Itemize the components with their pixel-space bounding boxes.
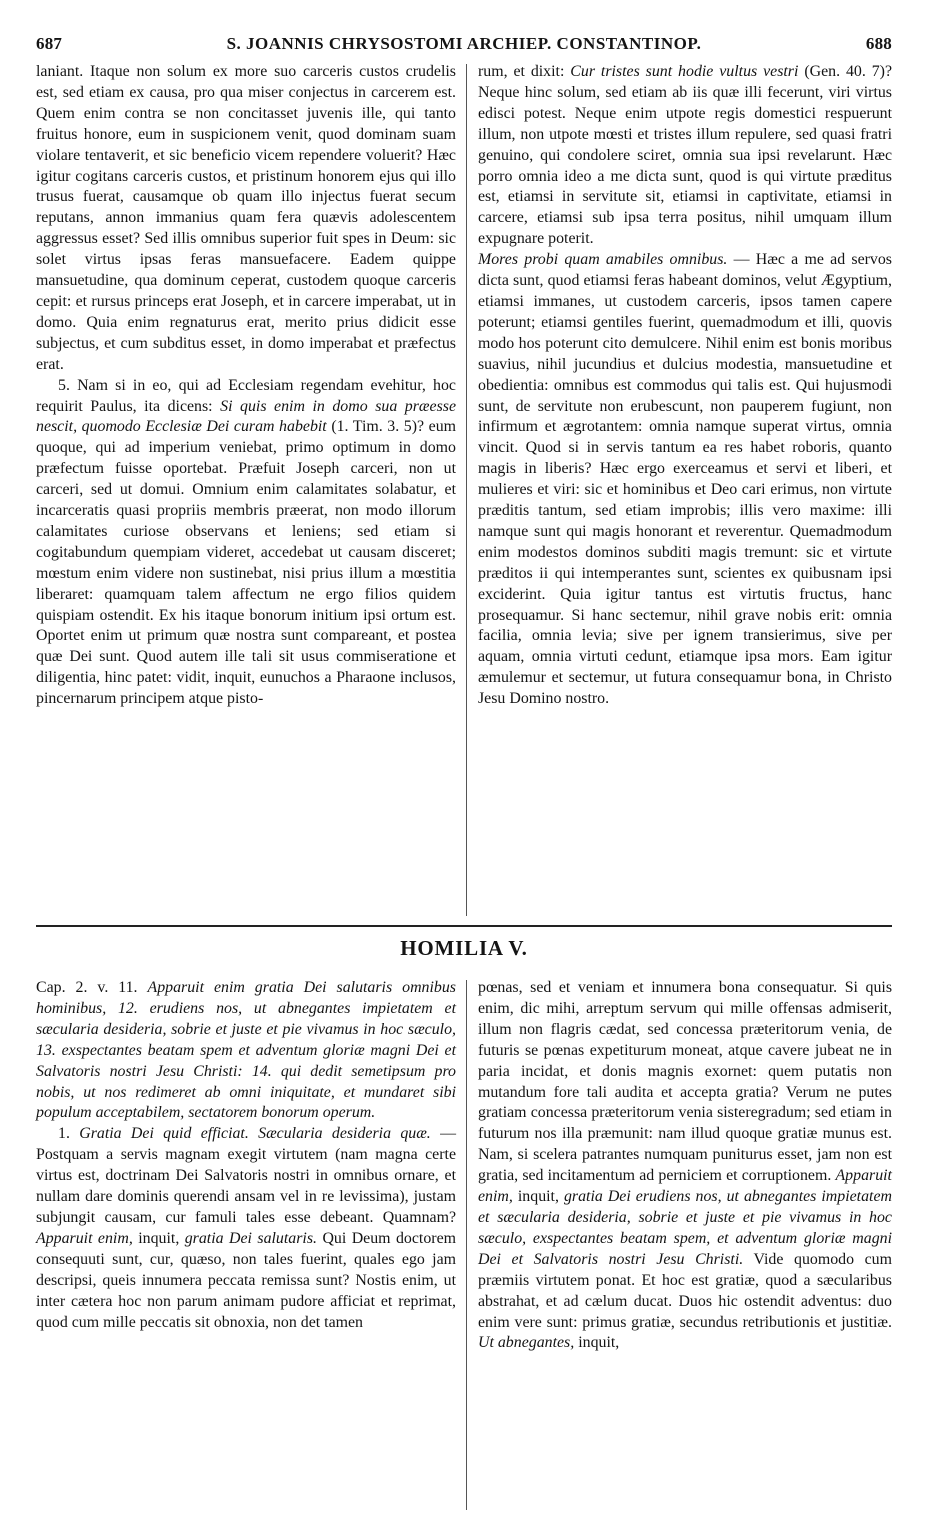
paragraph-text: laniant. Itaque non solum ex more suo carceris custos crudelis est, sed etiam ex causa, pro qua miser conjectus in carcerem est. Quem enim contra se non concitasset juvenis ille, qui tanto fruitus honore, eum in suspicionem venit, quod dominam suam violare tentaverit, et sic beneficio vicem rependere voluerit? Hæc igitur cogitans carceris custos, et pristinum honorem ejus qui illo trusus fuerat, causamque ob quam illo injectus fuerat secum reputans, annon immanius quam fera quævis adolescentem aggressus esset? Sed illis omnibus superior fuit spes in Deum: sic solet virtus ipsas feras mansuefacere. Eadem quippe mansuetudine, qua dominum ceperat, custodem quoque carceris cepit: et rursus princeps erat Joseph, et in carcere imperabat, ut in domo. Quia enim regnaturus erat, merito prius didicit esse subjectus, et cum subditus esset, in domo imperabat et præfectus erat. bbox=[36, 63, 456, 373]
paragraph-text: — Postquam a servis magnam exegit virtutem (nam magna certe virtus est, doctrinam Dei Salvatoris nostri in omnibus ornare, et nullam dare dominis querendi ansam vel in re levissima), justam subjungit causam, cur famuli tales esse debeant. Quamnam? bbox=[36, 1125, 456, 1226]
column-left-top bbox=[36, 62, 456, 710]
scripture-quote: gratia Dei salutaris. bbox=[184, 1229, 317, 1247]
paragraph bbox=[36, 62, 456, 376]
section-number: 1. bbox=[58, 1125, 70, 1143]
scripture-reference: (Gen. 40. 7)? bbox=[804, 63, 892, 80]
scripture-quote: Apparuit enim, bbox=[478, 1167, 892, 1206]
column-divider-bottom bbox=[466, 980, 467, 1510]
running-header bbox=[36, 34, 892, 56]
paragraph bbox=[36, 1124, 456, 1333]
paragraph bbox=[36, 376, 456, 711]
paragraph-text: inquit, bbox=[138, 1229, 180, 1247]
paragraph-text: pœnas, sed et veniam et innumera bona consequatur. Si quis enim, dic mihi, arreptum servum qui mille offensas admiserit, illum non flagris cædat, sed concessa præteritorum venia, de futuris se pœnas expetiturum moneat, atque cavere jubeat ne in paria incidat, et donis magnis exornet: quem putatis non mutandum fore tali audita et accepta gratia? Verum ne putes gratiam concessa præteritorum venia sisteregradum; sed etiam in futurum nos illa præmunit: nam illud quoque gratiæ munus est. Nam, si scelera patrantes numquam puniturus esset, jam non est gratia, sed incitamentum ad perniciem et corruptionem. bbox=[478, 979, 892, 1185]
homily-title: HOMILIA V. bbox=[400, 936, 528, 960]
chapter-verse-label: Cap. 2. v. 11. bbox=[36, 979, 138, 996]
scripture-reference: (1. Tim. 3. 5)? bbox=[331, 418, 425, 436]
scripture-quote: Apparuit enim, bbox=[36, 1229, 133, 1247]
scripture-quote: Cur tristes sunt hodie vultus vestri bbox=[570, 63, 799, 80]
column-right-bottom bbox=[478, 978, 892, 1354]
section-heading: Mores probi quam amabiles omnibus. bbox=[478, 251, 728, 269]
section-heading: Gratia Dei quid efficiat. Sæcularia desideria quæ. bbox=[79, 1125, 431, 1143]
column-divider-top bbox=[466, 64, 467, 916]
scripture-quote: Si quis enim in domo sua præesse nescit, quomodo Ecclesiæ Dei curam habebit bbox=[36, 397, 456, 436]
paragraph-text: inquit, bbox=[578, 1334, 620, 1352]
scripture-quote: Ut abnegantes, bbox=[478, 1334, 575, 1352]
column-right-top bbox=[478, 62, 892, 710]
page-number-left: 687 bbox=[36, 34, 63, 53]
scripture-text: Apparuit enim gratia Dei salutaris omnibus hominibus, 12. erudiens nos, ut abnegantes impietatem et sæcularia desideria, sobrie et juste et pie vivamus in hoc sæculo, 13. exspectantes beatam spem et adventum gloriæ magni Dei et Salvatoris nostri Jesu Christi: 14. qui dedit semetipsum pro nobis, ut nos redimeret ab omni iniquitate, et mundaret sibi populum acceptabilem, sectatorem bonorum operum. bbox=[36, 979, 456, 1122]
paragraph-text: 5. Nam si in eo, qui ad Ecclesiam regendam evehitur, hoc requirit Paulus, ita dicens: bbox=[36, 376, 456, 415]
paragraph-text: eum quoque, qui ad imperium veniebat, primo optimum in domo præfectum fuisse oportebat. Præfuit Joseph carceri, non ut carceri, sed ut domui. Omnium enim calamitates solabatur, et incarceratis quasi propriis membris præerat, non modo illorum calamitates curiose observans et leniens; sed etiam si cogitabundum quempiam videret, accedebat ut causam disceret; mœstum enim videre non sustinebat, nisi prius illum a mœstitia liberaret: quamquam talem affectum ne ergo filios quidem quispiam ostendit. Ex his itaque bonorum initium ipsi ortum est. Oportet enim ut primum quæ nostra sunt compareant, et postea quæ Dei sunt. Quod autem ille tali sit usus commiseratione et diligentia, hinc patet: vidit, inquit, eunuchos a Pharaone inclusos, pincernarum principem atque pisto- bbox=[36, 418, 456, 708]
paragraph-text: inquit, bbox=[517, 1188, 559, 1206]
column-left-bottom bbox=[36, 978, 456, 1333]
paragraph bbox=[478, 978, 892, 1354]
running-title: S. JOANNIS CHRYSOSTOMI ARCHIEP. CONSTANTINOP. bbox=[226, 34, 702, 53]
section-rule bbox=[36, 925, 892, 927]
scripture-quote: gratia Dei erudiens nos, ut abnegantes impietatem et sæcularia desideria, sobrie et juste et pie vivamus in hoc sæculo, exspectantes beatam spem, et adventum gloriæ magni Dei et Salvatoris nostri Jesu Christi. bbox=[478, 1188, 892, 1268]
paragraph bbox=[478, 250, 892, 710]
paragraph-text: — Hæc a me ad servos dicta sunt, quod etiamsi feras habeant dominos, velut Ægyptium, etiamsi immanes, ut custodem carceris, ipsos tamen capere poterunt; etiamsi gentiles fuerint, quemadmodum et illi, quovis modo hos poterunt cito demulcere. Nihil enim est bonis moribus suavius, nihil jucundius et dulcius modestia, mansuetudine et obedientia: omnibus est commodus qui talis est. Qui hujusmodi sunt, de servitute non erubescunt, non pauperem fugiunt, non infirmum et ægrotantem: omnia namque superat virtus, omnia vincit. Quod si in servis tantum ea res habet roboris, quanto magis in liberis? Hæc ergo exerceamus et servi et liberi, et mulieres et viri: sic et hominibus et Deo cari erimus, non virtute præditis tantum, sed etiam improbis; illis vero maxime: illi namque sunt qui magis honorant et reverentur. Quemadmodum enim modestos dominos subditi magis tremunt: sic et virtute præditos ii qui intemperantes sunt, scientes ex quibusnam ipsi exciderint. Quia igitur tantus est virtutis fructus, hanc prosequamur. Si hanc sectemur, nihil grave nobis erit: omnia facilia, omnia levia; sive per ignem transierimus, sive per aquam, omnia virtuti cedunt, etiamque ipsa mors. Eam igitur æmulemur et sectemur, ut futura consequamur bona, in Christo Jesu Domino nostro. bbox=[478, 251, 892, 708]
paragraph-text: Vide quomodo cum præmiis virtutem ponat. Et hoc est gratiæ, quod a sæcularibus abstrahat, et ad cælum ducat. Duos hic ostendit adventus: duo enim vere sunt: primus gratiæ, secundus retributionis et justitiæ. bbox=[478, 1250, 892, 1331]
page-number-right: 688 bbox=[865, 34, 892, 53]
paragraph bbox=[478, 62, 892, 250]
paragraph-text: Neque hinc solum, sed etiam ab iis quæ illi fecerunt, viri virtus edisci potest. Neque enim utpote regis domestici respuerunt illum, non utpote mœsti et tristes illum repulere, sed quasi fratri genuino, qui condolere sciret, omnia sua ipsi revelarunt. Hæc porro omnia ideo a me dicta sunt, quod is qui virtute præditus est, etiamsi in servitute sit, etiamsi in captivitate, etiamsi in carcere, etiamsi sub ipsa terra positus, nihil umquam illum expugnare poterit. bbox=[478, 83, 892, 248]
paragraph-text: rum, et dixit: bbox=[478, 63, 565, 80]
paragraph-text: Qui Deum doctorem consequuti sunt, cur, quæso, non tales fuerint, quales ego jam descripsi, queis innumera peccata remissa sunt? Nostis enim, ut inter cætera hoc non parum animam pudore afficiat et reprimat, quod cum mille peccatis sit obnoxia, non det tamen bbox=[36, 1229, 456, 1331]
scripture-passage bbox=[36, 978, 456, 1124]
